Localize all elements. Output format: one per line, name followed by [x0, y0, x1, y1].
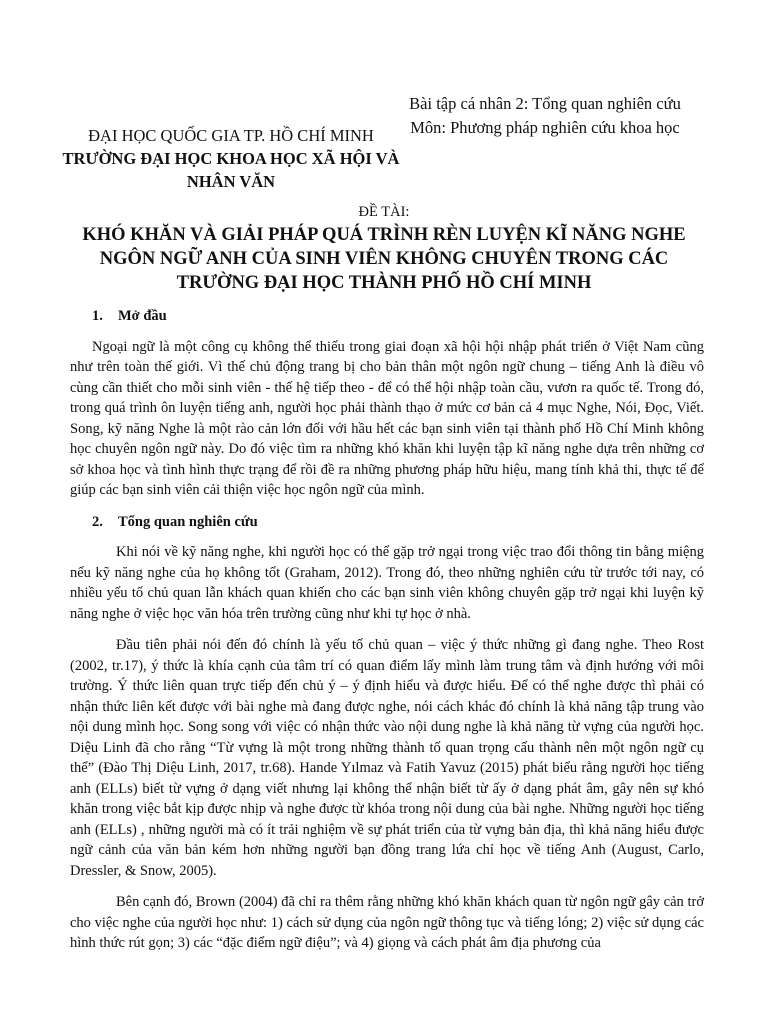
- section-heading: [92, 512, 704, 533]
- section-heading: [92, 306, 704, 327]
- institution-block: [60, 124, 402, 193]
- topic-label: ĐỀ TÀI:: [358, 204, 410, 220]
- assignment-title: Bài tập cá nhân 2: Tổng quan nghiên cứu: [409, 94, 681, 113]
- section-number: 2.: [92, 513, 103, 530]
- section-title: Mở đầu: [118, 308, 167, 324]
- document-title: KHÓ KHĂN VÀ GIẢI PHÁP QUÁ TRÌNH RÈN LUYỆN KĨ NĂNG NGHE NGÔN NGỮ ANH CỦA SINH VIÊN KHÔNG CHUYÊN TRONG CÁC TRƯỜNG ĐẠI HỌC THÀNH PHỐ HỒ CHÍ MINH: [82, 225, 686, 293]
- paragraph: Đầu tiên phải nói đến đó chính là yếu tố chủ quan – việc ý thức những gì đang nghe. Theo Rost (2002, tr.17), ý thức là khía cạnh của tâm trí có quan điểm lấy mình làm trung tâm và định hướng với môi trường. Ý thức liên quan trực tiếp đến chủ ý – ý định hiểu và được hiểu. Để có thể nghe được thì phải có nhận thức liên kết được với bài nghe mà đang được nghe, nói cách khác đó chính là khả năng tập trung vào nội dung mình học. Song song với việc có nhận thức vào nội dung nghe là khả năng từ vựng của người học. Diệu Linh đã cho rằng “Từ vựng là một trong những thành tố quan trọng cấu thành nên một ngôn ngữ cụ thể” (Đào Thị Diệu Linh, 2017, tr.68). Hande Yılmaz và Fatih Yavuz (2015) phát biểu rằng người học tiếng anh (ELLs) biết từ vựng ở dạng viết nhưng lại không thể nhận biết từ ấy ở dạng phát âm, gây nên sự khó khăn trong việc bắt kịp được nhịp và nghe được từ khóa trong nội dung của bài nghe. Những người học tiếng anh (ELLs) , những người mà có ít trải nghiệm về sự phát triển của từ vựng bản địa, thì khả năng hiểu được ngữ cảnh của văn bản kém hơn những người bạn đồng trang lứa chỉ học về tiếng Anh (August, Carlo, Dressler, & Snow, 2005).: [70, 637, 704, 879]
- school-name: TRƯỜNG ĐẠI HỌC KHOA HỌC XÃ HỘI VÀ NHÂN VĂN: [62, 149, 400, 191]
- paragraph: Khi nói về kỹ năng nghe, khi người học có thể gặp trở ngại trong việc trao đổi thông tin bằng miệng nếu kỹ năng nghe của họ không tốt (Graham, 2012). Trong đó, theo những nghiên cứu từ trước tới nay, có nhiều yếu tố chủ quan lẫn khách quan khiến cho các bạn sinh viên không chuyên gặp trở ngại khi luyện kỹ năng nghe ở việc học văn hóa trên trường cũng như khi tự học ở nhà.: [70, 544, 704, 622]
- paragraph: Bên cạnh đó, Brown (2004) đã chỉ ra thêm rằng những khó khăn khách quan từ ngôn ngữ gây cản trở cho việc nghe của người học như: 1) cách sử dụng của ngôn ngữ thông tục và tiếng lóng; 2) việc sử dụng các hình thức rút gọn; 3) các “đặc điểm ngữ điệu”; và 4) giọng và cách phát âm địa phương của: [70, 894, 704, 951]
- section-number: 1.: [92, 308, 103, 324]
- assignment-info: [380, 92, 710, 140]
- paragraph: Ngoại ngữ là một công cụ không thể thiếu trong giai đoạn xã hội hội nhập phát triển ở Việt Nam cũng như trên toàn thế giới. Vì thế chủ động trang bị cho bản thân một ngôn ngữ chung – tiếng Anh là điều vô cùng cần thiết cho mỗi sinh viên - thế hệ tiếp theo - để có thể hội nhập toàn cầu, vươn ra quốc tế. Trong đó, trong quá trình ôn luyện tiếng anh, người học phải thành thạo ở mức cơ bản cả 4 mục Nghe, Nói, Đọc, Viết. Song, kỹ năng Nghe là một rào cản lớn đối với hầu hết các bạn sinh viên tại thành phố Hồ Chí Minh không học chuyên ngôn ngữ này. Do đó việc tìm ra những khó khăn khi luyện tập kĩ năng nghe dựa trên những cơ sở khoa học và tình hình thực trạng để rồi đề ra những phương pháp hữu hiệu, mang tính khả thi, thực tế để giúp các bạn sinh viên cải thiện việc học ngôn ngữ của mình.: [70, 338, 704, 498]
- section-title: Tổng quan nghiên cứu: [118, 513, 258, 530]
- document-body: [70, 306, 704, 965]
- university-name: ĐẠI HỌC QUỐC GIA TP. HỒ CHÍ MINH: [88, 126, 374, 145]
- course-name: Môn: Phương pháp nghiên cứu khoa học: [410, 118, 680, 137]
